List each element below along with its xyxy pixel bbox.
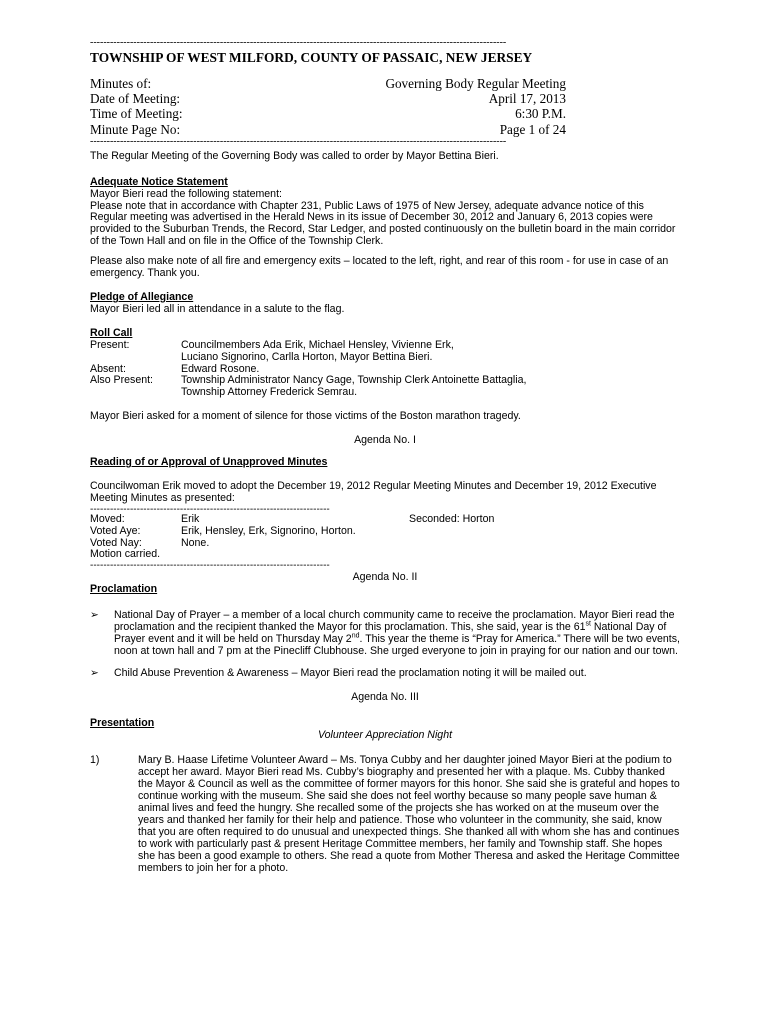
- agenda-label: Agenda No. II: [352, 571, 418, 584]
- meta-minutes-of: [90, 76, 566, 91]
- proclamation-text: Child Abuse Prevention & Awareness – Mayor Bieri read the proclamation noting it will be mailed out.: [114, 666, 587, 679]
- proclamation-item: [90, 610, 680, 658]
- motion-label: Voted Aye:: [90, 524, 141, 537]
- motion-carried: Motion carried.: [90, 548, 161, 561]
- meta-value: Governing Body Regular Meeting: [385, 76, 566, 91]
- text-run: . This year the theme is “Pray for America.” There will be two events, noon at town hall and 7 pm at the Pinecliff Clubhouse. She urged everyone to join in praying for our nation and our town.: [114, 633, 680, 657]
- text-run: National Day of Prayer event and it will be held on Thursday May 2: [114, 621, 667, 645]
- proclamation-text: [114, 610, 680, 658]
- meta-label: Time of Meeting:: [90, 106, 183, 122]
- section-heading: Adequate Notice Statement: [90, 175, 228, 188]
- pledge-text: Mayor Bieri led all in attendance in a salute to the flag.: [90, 302, 345, 315]
- section-heading: Reading of or Approval of Unapproved Minutes: [90, 456, 328, 469]
- motion-label: Moved:: [90, 512, 125, 525]
- notice-exits: Please also make note of all fire and emergency exits – located to the left, right, and rear of this room - for use in case of an emergency. Thank you.: [90, 255, 669, 280]
- motion-moved: [90, 514, 680, 526]
- header-rule-top: -----------------------------------------------------------------------------------------------------------------------------: [90, 38, 507, 48]
- roll-label: Also Present:: [90, 374, 154, 387]
- meta-value: April 17, 2013: [488, 91, 566, 107]
- text-run: National Day of Prayer – a member of a local church community came to receive the proclamation. Mayor Bieri read the proclamation and the recipient thanked the Mayor for this proclamation. This, she said, year is the 61: [114, 609, 675, 634]
- roll-line: Councilmembers Ada Erik, Michael Hensley, Vivienne Erk,: [181, 338, 454, 351]
- motion-value: Erik, Hensley, Erk, Signorino, Horton.: [181, 524, 356, 537]
- presentation-text: Mary B. Haase Lifetime Volunteer Award – Ms. Tonya Cubby and her daughter joined Mayor Bieri at the podium to accept her award. Mayor Bieri read Ms. Cubby’s biography and presented her with a plaque. Ms. Cubby thanked the Mayor & Council as well as the committee of former mayors for this honor. She said she is grateful and hopes to continue working with the museum. She said she does not feel worthy because so many people save human & animal lives and feed the hungry. She recalled some of the projects she has worked on at the museum over the years and thanked her family for their help and patience. Those who volunteer in the community, she said, know that you are often required to do unusual and unexpected things. She thanked all with whom she has and continues to work with particularly past & present Heritage Committee members, her family and Township staff. She hopes she has been a good example to others. She read a quote from Mother Theresa and asked the Heritage Committee members to join her for a photo.: [138, 754, 680, 874]
- motion-rule-top: ------------------------------------------------------------------------: [90, 504, 330, 514]
- motion-seconded: Seconded: Horton: [409, 512, 495, 525]
- roll-present: [90, 340, 680, 364]
- roll-also-present: [90, 375, 680, 399]
- motion-rule-bottom: ------------------------------------------------------------------------: [90, 561, 330, 571]
- meta-label: Minute Page No:: [90, 121, 181, 137]
- bullet-arrow-icon: ➢: [90, 609, 99, 622]
- roll-line: Township Administrator Nancy Gage, Township Clerk Antoinette Battaglia,: [181, 374, 527, 387]
- roll-label: Absent:: [90, 362, 126, 375]
- intro-text: The Regular Meeting of the Governing Body was called to order by Mayor Bettina Bieri.: [90, 149, 499, 162]
- roll-call-section: [90, 328, 680, 399]
- proclamation-item: [90, 668, 680, 680]
- motion-label: Voted Nay:: [90, 536, 142, 549]
- roll-value: [181, 340, 454, 364]
- superscript: nd: [351, 632, 360, 640]
- bullet-arrow-icon: ➢: [90, 666, 99, 679]
- item-number: 1): [90, 754, 100, 767]
- motion-nay: [90, 538, 680, 550]
- meta-date: [90, 91, 566, 106]
- meta-time: [90, 106, 566, 121]
- roll-line: Township Attorney Frederick Semrau.: [181, 386, 358, 399]
- meta-label: Date of Meeting:: [90, 91, 181, 107]
- adequate-notice-section: [90, 177, 680, 280]
- agenda-label: Agenda No. III: [351, 690, 419, 703]
- roll-value: [181, 375, 526, 399]
- meta-value: Page 1 of 24: [499, 121, 566, 137]
- notice-body: Please note that in accordance with Chapter 231, Public Laws of 1975 of New Jersey, adequate advance notice of this Regular meeting was advertised in the Herald News in its issue of December 30, 2012 and January 6, 2013 copies were provided to the Suburban Trends, the Record, Star Ledger, and posted continuously on the bulletin board in the main corridor of the Town Hall and on file in the Office of the Township Clerk.: [90, 199, 676, 248]
- meta-page: [90, 122, 566, 137]
- minutes-motion-text: Councilwoman Erik moved to adopt the December 19, 2012 Regular Meeting Minutes and December 19, 2012 Executive Meeting Minutes as presented:: [90, 479, 657, 504]
- presentation-subtitle: Volunteer Appreciation Night: [317, 728, 453, 741]
- meta-label: Minutes of:: [90, 76, 152, 91]
- superscript: st: [585, 620, 591, 628]
- meeting-meta: [90, 76, 566, 137]
- section-heading: Pledge of Allegiance: [90, 290, 194, 303]
- section-heading: Roll Call: [90, 326, 133, 339]
- roll-line: Luciano Signorino, Carlla Horton, Mayor Bettina Bieri.: [181, 350, 433, 363]
- notice-intro: Mayor Bieri read the following statement:: [90, 187, 282, 200]
- pledge-section: [90, 292, 680, 316]
- motion-aye: [90, 526, 680, 538]
- roll-value: Edward Rosone.: [181, 362, 260, 375]
- section-heading: Presentation: [90, 716, 155, 729]
- motion-value: None.: [181, 536, 210, 549]
- presentation-item: [90, 755, 680, 874]
- document-title: TOWNSHIP OF WEST MILFORD, COUNTY OF PASSAIC, NEW JERSEY: [90, 50, 533, 65]
- roll-label: Present:: [90, 338, 130, 351]
- agenda-label: Agenda No. I: [354, 434, 416, 447]
- minutes-page: [90, 38, 680, 875]
- header-rule-bottom: -----------------------------------------------------------------------------------------------------------------------------: [90, 136, 507, 147]
- silence-text: Mayor Bieri asked for a moment of silence for those victims of the Boston marathon tragedy.: [90, 410, 521, 423]
- meta-value: 6:30 P.M.: [515, 106, 566, 122]
- section-heading: Proclamation: [90, 583, 158, 596]
- motion-value: Erik: [181, 512, 200, 525]
